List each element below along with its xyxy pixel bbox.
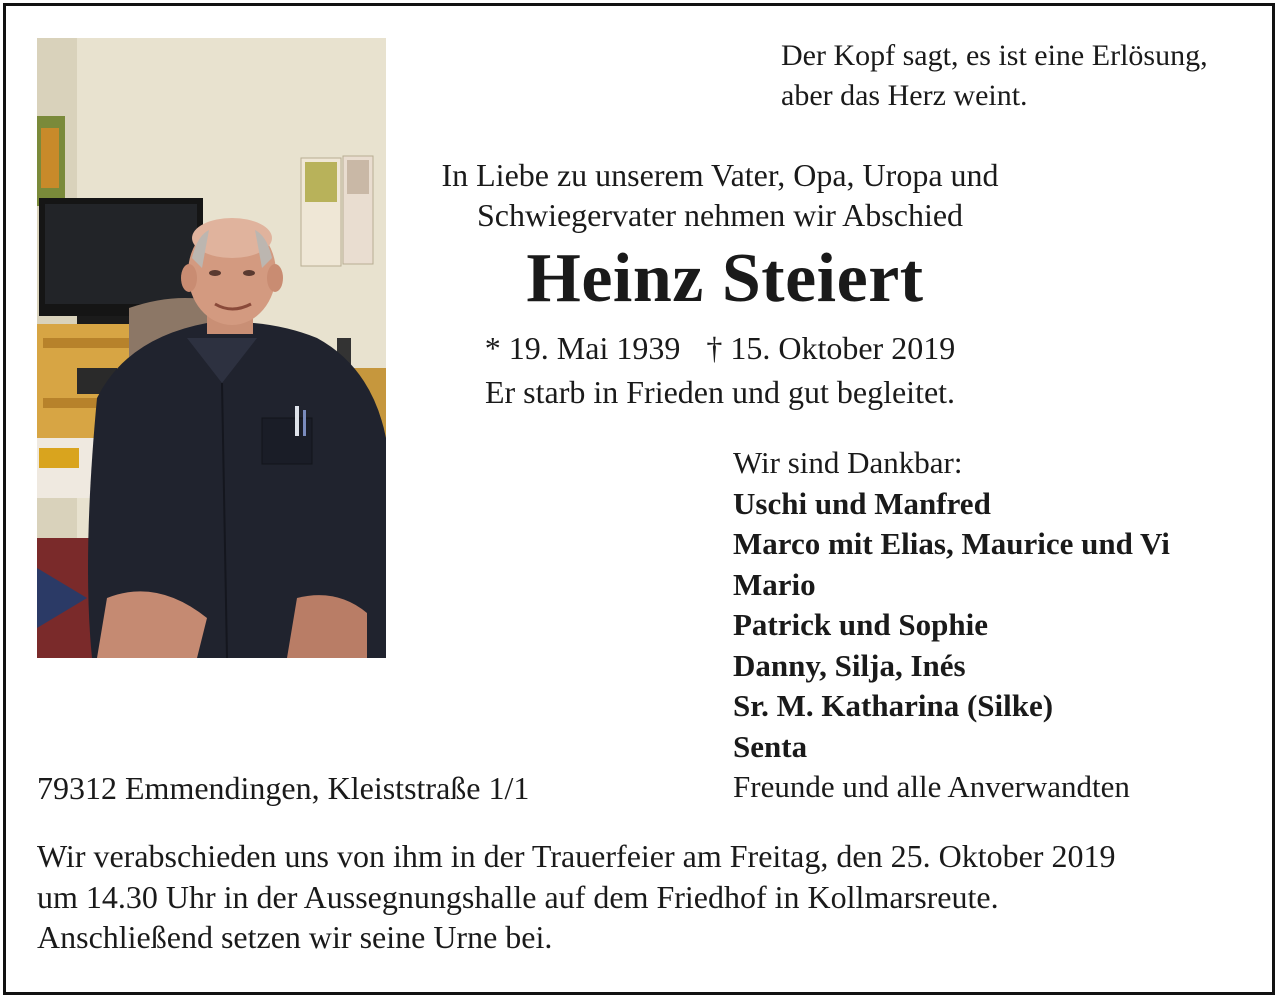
intro-line: In Liebe zu unserem Vater, Opa, Uropa und <box>441 157 999 193</box>
farewell-intro <box>380 155 1060 235</box>
ceremony-line: um 14.30 Uhr in der Aussegnungshalle auf dem Friedhof in Kollmarsreute. <box>37 878 999 915</box>
mourner-name: Sr. M. Katharina (Silke) <box>733 688 1054 723</box>
family-address: 79312 Emmendingen, Kleiststraße 1/1 <box>37 770 530 806</box>
death-note: Er starb in Frieden und gut begleitet. <box>484 374 956 410</box>
mourners-closing: Freunde und alle Anverwandten <box>733 769 1130 804</box>
deceased-name: Heinz Steiert <box>526 240 924 317</box>
epigraph-quote <box>781 36 1208 116</box>
mourner-name: Senta <box>733 728 808 764</box>
ceremony-details <box>37 836 1115 958</box>
portrait-photo <box>37 38 386 658</box>
mourners-list <box>733 443 1170 808</box>
life-dates <box>380 327 1060 369</box>
mourner-name: Marco mit Elias, Maurice und Vi <box>733 526 1170 561</box>
mourners-heading: Wir sind Dankbar: <box>733 445 963 480</box>
death-date: † 15. Oktober 2019 <box>706 330 956 366</box>
epigraph-line: Der Kopf sagt, es ist eine Erlösung, <box>781 39 1208 72</box>
mourner-name: Uschi und Manfred <box>733 485 991 521</box>
mourner-name: Danny, Silja, Inés <box>733 647 966 683</box>
mourner-name: Mario <box>733 566 816 602</box>
ceremony-line: Wir verabschieden uns von ihm in der Trauerfeier am Freitag, den 25. Oktober 2019 <box>37 838 1116 874</box>
mourner-name: Patrick und Sophie <box>733 607 988 642</box>
ceremony-line: Anschließend setzen wir seine Urne bei. <box>37 919 553 955</box>
epigraph-line: aber das Herz weint. <box>781 79 1028 112</box>
intro-line: Schwiegervater nehmen wir Abschied <box>476 197 964 233</box>
birth-date: * 19. Mai 1939 <box>484 330 681 366</box>
